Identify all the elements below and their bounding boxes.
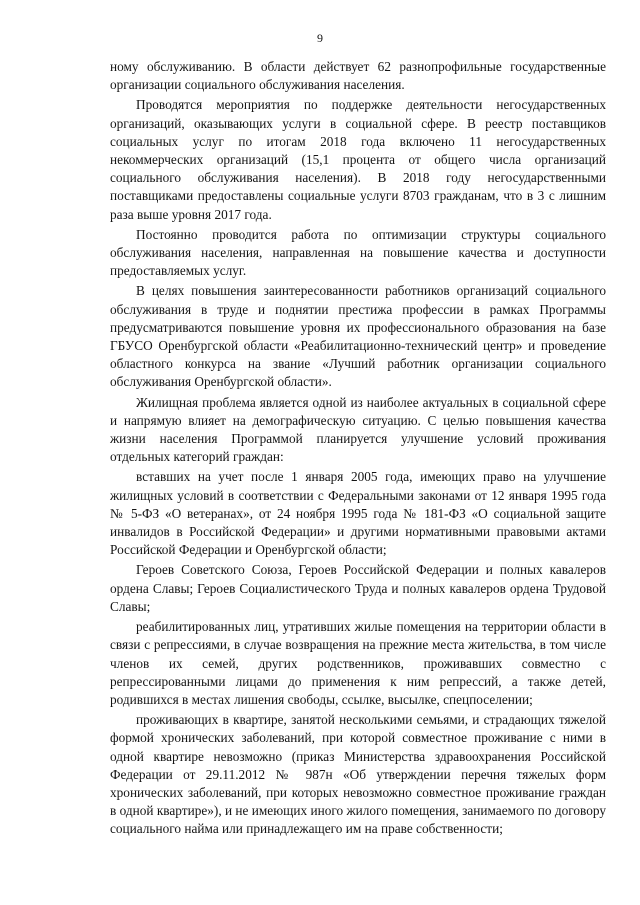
page-number: 9 xyxy=(317,31,323,45)
paragraph-staff-motivation: В целях повышения заинтересованности работников организаций социального обслуживания в труде и поднятии престижа профессии в рамках Программы предусматриваются повышение уровня их профессионального образования на базе ГБУСО Оренбургской области «Реабилитационно-технический центр» и проведение областного конкурса на звание «Лучший работник организации социального обслуживания Оренбургской области». xyxy=(110,283,606,390)
paragraph-structure-optimization: Постоянно проводится работа по оптимизации структуры социального обслуживания населения, направленная на повышение качества и доступности предоставляемых услуг. xyxy=(110,226,606,279)
paragraph-housing-problem: Жилищная проблема является одной из наиболее актуальных в социальной сфере и напрямую влияет на демографическую ситуацию. С целью повышения качества жизни населения Программой планируется улучшение условий проживания отдельных категорий граждан: xyxy=(110,394,606,465)
list-item-registered-after-2005: вставших на учет после 1 января 2005 года, имеющих право на улучшение жилищных условий в соответствии с Федеральными законами от 12 января 1995 года № 5-ФЗ «О ветеранах», от 24 ноября 1995 года № 181-ФЗ «О социальной защите инвалидов в Российской Федерации» и другими нормативными правовыми актами Российской Федерации и Оренбургской области; xyxy=(110,469,606,558)
list-item-rehabilitated-persons: реабилитированных лиц, утративших жилые помещения на территории области в связи с репрессиями, в случае возвращения на прежние места жительства, в том числе членов их семей, других родственников, проживавших совместно с репрессированными лицами до применения к ним репрессий, а также детей, родившихся в местах лишения свободы, ссылке, высылке, спецпоселении; xyxy=(110,619,606,707)
document-body xyxy=(110,58,606,841)
list-item-chronic-diseases: проживающих в квартире, занятой несколькими семьями, и страдающих тяжелой формой хронических заболеваний, при которой совместное проживание с ними в одной квартире невозможно (приказ Министерства здравоохранения Российской Федерации от 29.11.2012 № 987н «Об утверждении перечня тяжелых форм хронических заболеваний, при которых невозможно совместное проживание граждан в одной квартире»), и не имеющих иного жилого помещения, занимаемого по договору социального найма или принадлежащего им на праве собственности; xyxy=(110,712,606,837)
paragraph-nongovernmental-support: Проводятся мероприятия по поддержке деятельности негосударственных организаций, оказывающих услуги в социальной сфере. В реестр поставщиков социальных услуг по итогам 2018 года включено 11 негосударственных некоммерческих организаций (15,1 процента от общего числа организаций социального обслуживания населения). В 2018 году негосударственными поставщиками предоставлены социальные услуги 8703 гражданам, что в 3 с лишним раза выше уровня 2017 года. xyxy=(110,97,606,222)
list-item-heroes: Героев Советского Союза, Героев Российской Федерации и полных кавалеров ордена Славы; Героев Социалистического Труда и полных кавалеров ордена Трудовой Славы; xyxy=(110,562,606,614)
paragraph-continuation: ному обслуживанию. В области действует 62 разнопрофильные государственные организации социального обслуживания населения. xyxy=(110,59,606,93)
